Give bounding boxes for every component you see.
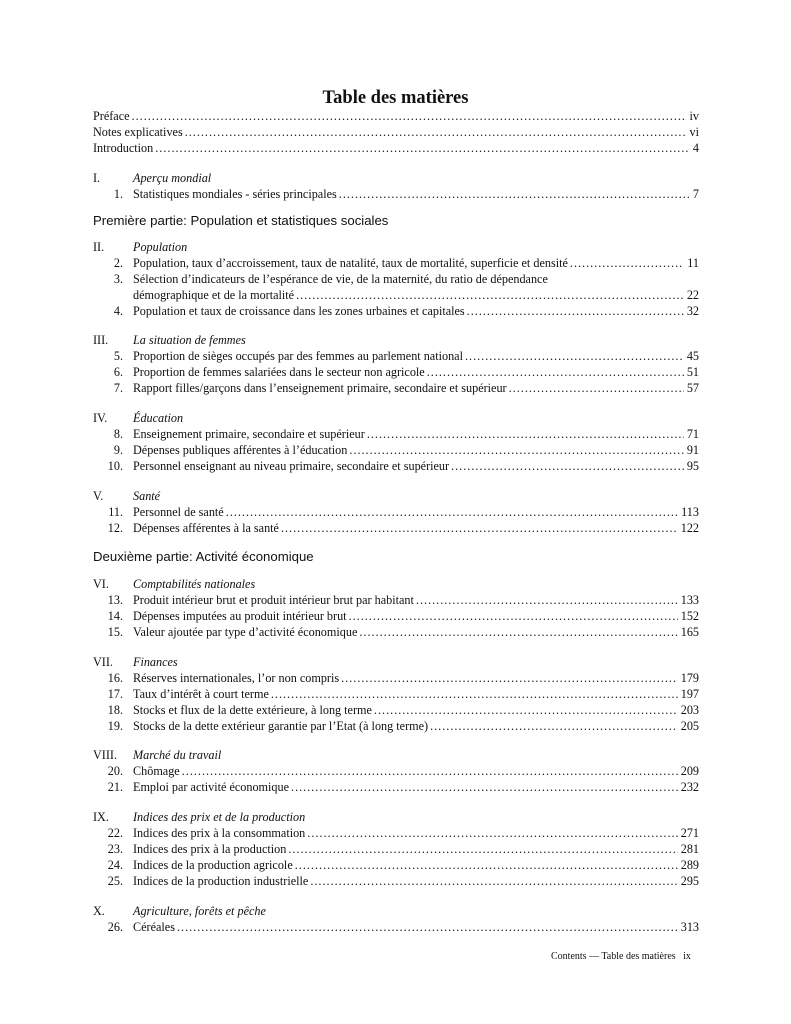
section-number: I. [93, 171, 101, 185]
entry-label: Indices des prix à la consommation [133, 826, 306, 840]
entry-number: 4. [113, 304, 123, 318]
entry-page: 91 [686, 443, 699, 457]
section-heading [93, 332, 246, 348]
entry-page: 295 [680, 874, 699, 888]
entry-page: 313 [680, 920, 699, 934]
entry-page: 179 [680, 671, 699, 685]
entry-number: 7. [113, 381, 123, 395]
toc-entry[interactable] [93, 303, 699, 319]
entry-label: Taux d’intérêt à court terme [133, 687, 269, 701]
toc-entry[interactable] [93, 702, 699, 718]
entry-page: 205 [680, 719, 699, 733]
toc-entry[interactable] [93, 857, 699, 873]
entry-label: Stocks et flux de la dette extérieure, à long terme [133, 703, 372, 717]
entry-number: 11. [108, 505, 123, 519]
entry-label: Emploi par activité économique [133, 780, 290, 794]
entry-label: Enseignement primaire, secondaire et supérieur [133, 427, 365, 441]
entry-page: 203 [680, 703, 699, 717]
entry-label: Produit intérieur brut et produit intérieur brut par habitant [133, 593, 414, 607]
toc-entry[interactable] [93, 624, 699, 640]
entry-number: 18. [107, 703, 123, 717]
entry-label: Population, taux d’accroissement, taux de natalité, taux de mortalité, superficie et densité [133, 256, 568, 270]
toc-entry[interactable] [93, 271, 699, 287]
entry-page: 7 [692, 187, 699, 201]
section-heading [93, 576, 255, 592]
entry-page: 197 [680, 687, 699, 701]
toc-entry[interactable] [93, 426, 699, 442]
entry-label: Population et taux de croissance dans les zones urbaines et capitales [133, 304, 465, 318]
entry-page: 271 [680, 826, 699, 840]
entry-label: Proportion de sièges occupés par des femmes au parlement national [133, 349, 463, 363]
entry-page: 32 [686, 304, 699, 318]
entry-label: Stocks de la dette extérieur garantie par l’Etat (à long terme) [133, 719, 429, 733]
section-heading [93, 488, 160, 504]
section-title: Aperçu mondial [133, 171, 212, 185]
entry-label: Statistiques mondiales - séries principales [133, 187, 337, 201]
entry-number: 10. [107, 459, 123, 473]
toc-entry[interactable] [93, 841, 699, 857]
entry-number: 21. [107, 780, 123, 794]
toc-entry[interactable] [93, 186, 699, 202]
entry-page: 232 [680, 780, 699, 794]
entry-label: Personnel enseignant au niveau primaire, secondaire et supérieur [133, 459, 450, 473]
section-number: VIII. [93, 748, 118, 762]
section-heading [93, 747, 221, 763]
toc-entry[interactable] [93, 108, 699, 124]
entry-label: Céréales [133, 920, 175, 934]
entry-page: 51 [686, 365, 699, 379]
section-title: Marché du travail [133, 748, 222, 762]
toc-entry[interactable] [93, 873, 699, 889]
entry-number: 14. [107, 609, 123, 623]
entry-label: Proportion de femmes salariées dans le secteur non agricole [133, 365, 425, 379]
page-title: Table des matières [322, 88, 469, 108]
entry-label: Dépenses imputées au produit intérieur brut [133, 609, 347, 623]
section-number: X. [93, 904, 105, 918]
entry-label: Notes explicatives [93, 125, 183, 139]
section-number: IX. [93, 810, 109, 824]
toc-entry[interactable] [93, 763, 699, 779]
entry-page: 4 [692, 141, 699, 155]
entry-number: 13. [107, 593, 123, 607]
page-footer: Contents — Table des matières ix [551, 951, 691, 962]
section-heading [93, 809, 305, 825]
toc-entry[interactable] [93, 919, 699, 935]
entry-number: 25. [107, 874, 123, 888]
toc-entry[interactable] [93, 364, 699, 380]
toc-entry[interactable] [93, 140, 699, 156]
entry-number: 3. [113, 272, 123, 286]
entry-page: 133 [680, 593, 699, 607]
entry-page: 11 [687, 256, 699, 270]
toc-entry[interactable] [93, 348, 699, 364]
section-title: Population [133, 240, 188, 254]
section-number: III. [93, 333, 109, 347]
entry-page: 281 [680, 842, 699, 856]
entry-number: 17. [107, 687, 123, 701]
section-title: Indices des prix et de la production [133, 810, 306, 824]
entry-number: 20. [107, 764, 123, 778]
entry-label: Valeur ajoutée par type d’activité économique [133, 625, 358, 639]
toc-entry[interactable] [93, 124, 699, 140]
toc-entry[interactable] [93, 255, 699, 271]
section-heading [93, 654, 178, 670]
toc-entry[interactable] [93, 686, 699, 702]
section-title: Finances [133, 655, 178, 669]
toc-entry[interactable] [93, 520, 699, 536]
entry-number: 9. [113, 443, 123, 457]
toc-entry[interactable] [93, 380, 699, 396]
toc-entry[interactable] [93, 718, 699, 734]
entry-page: vi [689, 125, 699, 139]
entry-number: 8. [113, 427, 123, 441]
entry-label: Indices des prix à la production [133, 842, 287, 856]
entry-page: 45 [686, 349, 699, 363]
toc-entry[interactable] [93, 458, 699, 474]
section-heading [93, 410, 183, 426]
section-number: VI. [93, 577, 109, 591]
section-title: Santé [133, 489, 161, 503]
toc-entry-continuation[interactable] [93, 287, 699, 303]
entry-label: Dépenses afférentes à la santé [133, 521, 279, 535]
entry-number: 23. [107, 842, 123, 856]
entry-label: Sélection d’indicateurs de l’espérance de vie, de la maternité, du ratio de dépendance [133, 272, 548, 286]
toc-entry[interactable] [93, 825, 699, 841]
entry-label: Chômage [133, 764, 180, 778]
entry-label: Préface [93, 109, 130, 123]
part-heading: Deuxième partie: Activité économique [93, 549, 314, 564]
entry-number: 12. [107, 521, 123, 535]
section-heading [93, 903, 266, 919]
entry-number: 19. [107, 719, 123, 733]
entry-number: 16. [107, 671, 123, 685]
entry-number: 5. [113, 349, 123, 363]
entry-label: Indices de la production agricole [133, 858, 293, 872]
entry-number: 1. [113, 187, 123, 201]
entry-page: 209 [680, 764, 699, 778]
section-heading [93, 170, 211, 186]
section-number: II. [93, 240, 105, 254]
entry-page: 57 [686, 381, 699, 395]
section-number: VII. [93, 655, 113, 669]
entry-label: démographique et de la mortalité [133, 288, 295, 302]
entry-label: Rapport filles/garçons dans l’enseignement primaire, secondaire et supérieur [133, 381, 507, 395]
entry-label: Introduction [93, 141, 154, 155]
entry-page: iv [689, 109, 699, 123]
toc-entry[interactable] [93, 608, 699, 624]
entry-page: 152 [680, 609, 699, 623]
entry-number: 24. [107, 858, 123, 872]
entry-page: 289 [680, 858, 699, 872]
section-title: Agriculture, forêts et pêche [133, 904, 266, 918]
entry-label: Réserves internationales, l’or non compris [133, 671, 340, 685]
section-number: V. [93, 489, 104, 503]
entry-number: 26. [107, 920, 123, 934]
toc-entry[interactable] [93, 442, 699, 458]
entry-number: 6. [113, 365, 123, 379]
entry-number: 15. [107, 625, 123, 639]
section-title: La situation de femmes [133, 333, 246, 347]
section-title: Comptabilités nationales [133, 577, 256, 591]
toc-entry[interactable] [93, 779, 699, 795]
part-heading: Première partie: Population et statistiques sociales [93, 213, 389, 228]
entry-number: 2. [113, 256, 123, 270]
toc-entry[interactable] [93, 504, 699, 520]
entry-page: 165 [680, 625, 699, 639]
section-heading [93, 239, 187, 255]
section-title: Éducation [133, 411, 184, 425]
entry-label: Indices de la production industrielle [133, 874, 309, 888]
entry-page: 113 [681, 505, 699, 519]
section-number: IV. [93, 411, 108, 425]
toc-entry[interactable] [93, 592, 699, 608]
entry-label: Dépenses publiques afférentes à l’éducation [133, 443, 348, 457]
entry-page: 22 [686, 288, 699, 302]
entry-label: Personnel de santé [133, 505, 224, 519]
toc-entry[interactable] [93, 670, 699, 686]
entry-page: 95 [686, 459, 699, 473]
entry-page: 71 [686, 427, 699, 441]
entry-number: 22. [107, 826, 123, 840]
entry-page: 122 [680, 521, 699, 535]
